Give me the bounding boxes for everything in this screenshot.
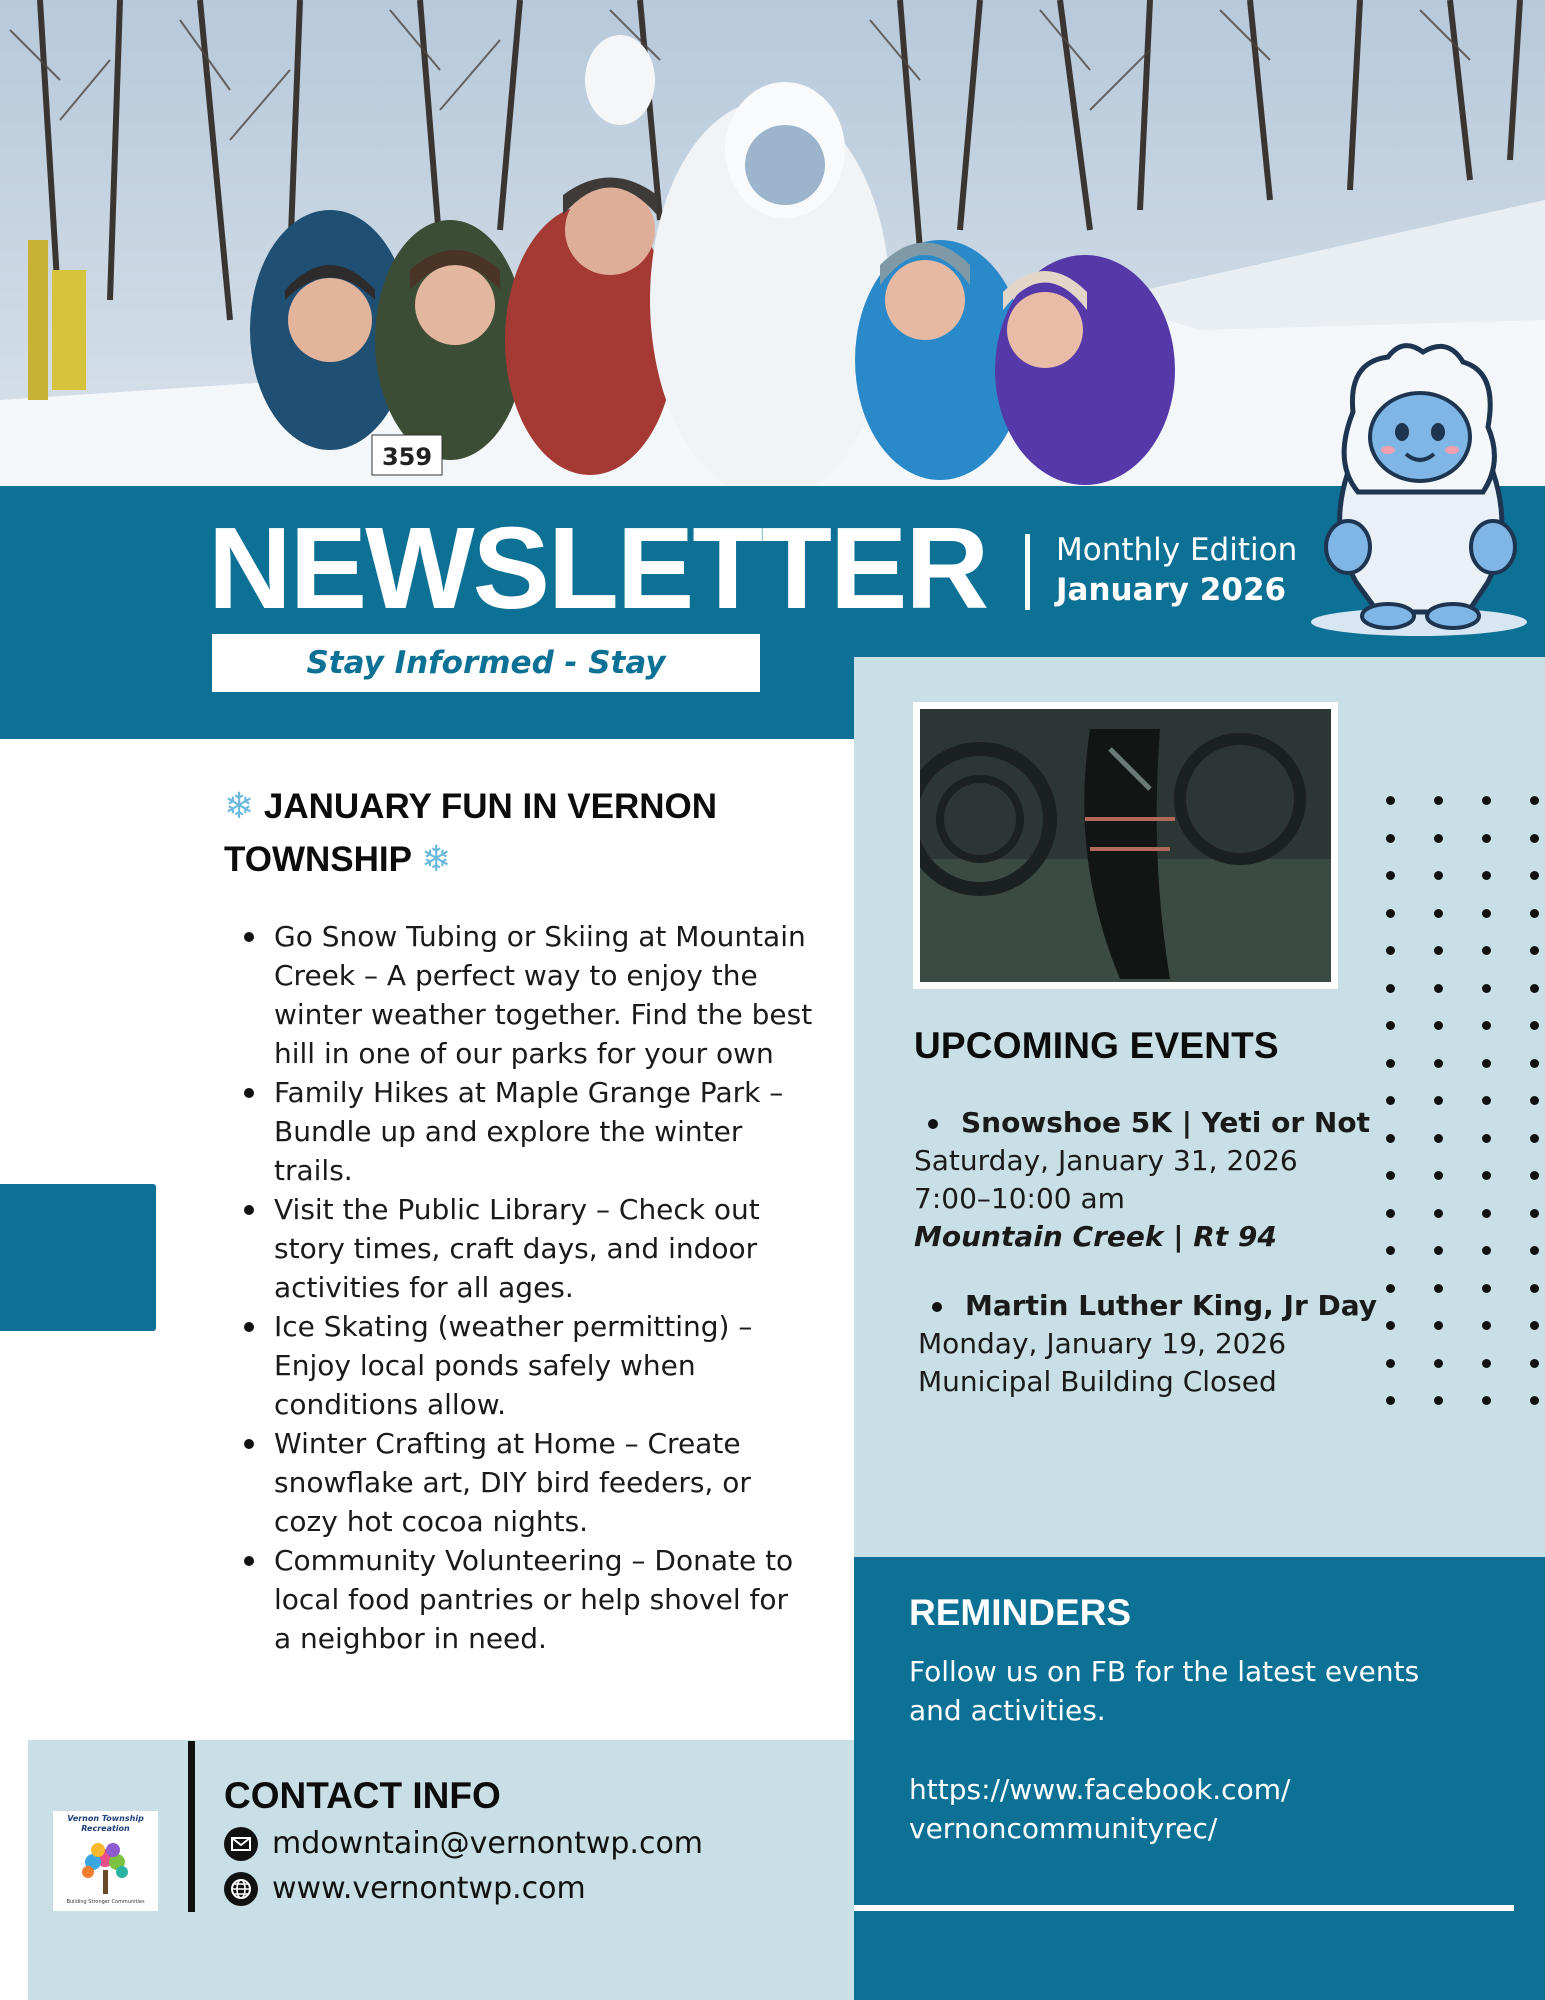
reminders-panel [854, 1557, 1545, 2000]
edition-label: Monthly Edition [1056, 532, 1298, 568]
contact-heading: CONTACT INFO [224, 1775, 501, 1816]
decorative-dot [1530, 1059, 1539, 1068]
decorative-dot [1482, 1059, 1491, 1068]
contact-email-row[interactable] [224, 1826, 703, 1861]
edition-date: January 2026 [1056, 572, 1287, 608]
decorative-dot [1482, 834, 1491, 843]
decorative-dot [1434, 834, 1443, 843]
decorative-dot [1482, 1359, 1491, 1368]
list-item: Visit the Public Library – Check out story times, craft days, and indoor activities for all ages. [274, 1190, 814, 1307]
decorative-dot [1482, 1284, 1491, 1293]
decorative-dot [1482, 909, 1491, 918]
decorative-dot [1434, 1209, 1443, 1218]
decorative-dot [1434, 946, 1443, 955]
decorative-dot [1530, 984, 1539, 993]
decorative-dot [1530, 796, 1539, 805]
event-date: Saturday, January 31, 2026 [914, 1144, 1298, 1177]
globe-icon [224, 1872, 258, 1906]
newsletter-title: NEWSLETTER [208, 503, 988, 633]
contact-email[interactable]: mdowntain@vernontwp.com [272, 1826, 704, 1861]
decorative-dot [1482, 1134, 1491, 1143]
decorative-dot [1530, 834, 1539, 843]
decorative-dot [1482, 871, 1491, 880]
decorative-dot [1386, 1396, 1395, 1405]
decorative-dot [1434, 1396, 1443, 1405]
decorative-dot [1530, 1359, 1539, 1368]
decorative-dot [1434, 1171, 1443, 1180]
logo-title: Vernon Township Recreation [67, 1814, 144, 1833]
decorative-dot [1434, 909, 1443, 918]
list-item: Community Volunteering – Donate to local food pantries or help shovel for a neighbor in need. [274, 1541, 814, 1658]
snowflake-icon: ❄ [224, 786, 255, 827]
decorative-dot [1482, 1396, 1491, 1405]
left-accent-block [0, 1184, 156, 1331]
decorative-dot [1434, 871, 1443, 880]
decorative-dot [1434, 984, 1443, 993]
decorative-dot [1386, 1284, 1395, 1293]
decorative-dot [1482, 1209, 1491, 1218]
decorative-dot [1434, 1021, 1443, 1030]
decorative-dot [1386, 1246, 1395, 1255]
decorative-dot [1386, 946, 1395, 955]
decorative-dot [1530, 1171, 1539, 1180]
decorative-dot [1530, 871, 1539, 880]
vernon-recreation-logo [53, 1811, 158, 1911]
facebook-link-line1: https://www.facebook.com/ [909, 1773, 1291, 1806]
decorative-dot [1482, 946, 1491, 955]
decorative-dot [1530, 1321, 1539, 1330]
contact-website[interactable]: www.vernontwp.com [272, 1871, 586, 1906]
list-item: Go Snow Tubing or Skiing at Mountain Creek – A perfect way to enjoy the winter weather together. Find the best hill in one of our parks for your own [274, 917, 814, 1073]
event-location: Mountain Creek | Rt 94 [914, 1220, 1277, 1253]
decorative-dot [1482, 1021, 1491, 1030]
decorative-dot [1530, 1246, 1539, 1255]
decorative-dot [1530, 946, 1539, 955]
logo-tagline: Building Stronger Communities [66, 1899, 145, 1905]
decorative-dot [1482, 796, 1491, 805]
decorative-dot [1386, 1359, 1395, 1368]
decorative-dot [1386, 1096, 1395, 1105]
decorative-dot [1386, 1171, 1395, 1180]
decorative-dot [1530, 1021, 1539, 1030]
event-name: Snowshoe 5K | Yeti or Not [914, 1104, 1370, 1142]
list-item: Family Hikes at Maple Grange Park – Bundle up and explore the winter trails. [274, 1073, 814, 1190]
reminders-divider [854, 1905, 1514, 1911]
decorative-dot [1482, 984, 1491, 993]
fun-activity-list [274, 917, 814, 1658]
decorative-dot [1530, 1396, 1539, 1405]
reminders-heading: REMINDERS [909, 1592, 1132, 1633]
decorative-dot [1434, 796, 1443, 805]
fun-heading [224, 780, 824, 886]
snowshoe-photo [913, 702, 1338, 989]
facebook-link[interactable] [909, 1770, 1429, 1848]
yeti-mascot-icon [1308, 332, 1530, 636]
decorative-dot [1386, 1321, 1395, 1330]
decorative-dot-grid [1386, 796, 1536, 1416]
title-divider [1025, 534, 1030, 610]
upcoming-events-heading: UPCOMING EVENTS [914, 1025, 1279, 1066]
list-item: Winter Crafting at Home – Create snowflake art, DIY bird feeders, or cozy hot cocoa nights. [274, 1424, 814, 1541]
contact-divider [188, 1741, 195, 1912]
decorative-dot [1386, 909, 1395, 918]
envelope-icon [224, 1827, 258, 1861]
decorative-dot [1434, 1096, 1443, 1105]
facebook-link-line2: vernoncommunityrec/ [909, 1812, 1218, 1845]
decorative-dot [1530, 1209, 1539, 1218]
decorative-dot [1386, 796, 1395, 805]
decorative-dot [1434, 1321, 1443, 1330]
decorative-dot [1386, 984, 1395, 993]
decorative-dot [1386, 1134, 1395, 1143]
decorative-dot [1530, 1134, 1539, 1143]
decorative-dot [1434, 1284, 1443, 1293]
decorative-dot [1386, 834, 1395, 843]
decorative-dot [1386, 1059, 1395, 1068]
event-note: Municipal Building Closed [918, 1365, 1277, 1398]
snowflake-icon: ❄ [421, 839, 452, 880]
decorative-dot [1386, 1209, 1395, 1218]
tagline: Stay Informed - Stay Connected [212, 634, 760, 692]
decorative-dot [1482, 1321, 1491, 1330]
edition-block [1056, 530, 1297, 610]
event-item [914, 1104, 1370, 1256]
event-name: Martin Luther King, Jr Day [918, 1287, 1377, 1325]
decorative-dot [1482, 1246, 1491, 1255]
decorative-dot [1434, 1359, 1443, 1368]
decorative-dot [1386, 1021, 1395, 1030]
tree-logo-icon [78, 1836, 133, 1896]
fun-heading-text: JANUARY FUN IN VERNON TOWNSHIP [224, 787, 718, 879]
contact-website-row[interactable] [224, 1871, 586, 1906]
reminders-text: Follow us on FB for the latest events and activities. [909, 1655, 1420, 1727]
decorative-dot [1482, 1171, 1491, 1180]
decorative-dot [1386, 871, 1395, 880]
list-item: Ice Skating (weather permitting) – Enjoy local ponds safely when conditions allow. [274, 1307, 814, 1424]
event-date: Monday, January 19, 2026 [918, 1327, 1287, 1360]
event-item [918, 1287, 1377, 1401]
decorative-dot [1530, 1096, 1539, 1105]
decorative-dot [1434, 1059, 1443, 1068]
decorative-dot [1530, 909, 1539, 918]
decorative-dot [1434, 1246, 1443, 1255]
decorative-dot [1530, 1284, 1539, 1293]
decorative-dot [1482, 1096, 1491, 1105]
race-bib-number: 359 [381, 443, 433, 471]
event-time: 7:00–10:00 am [914, 1182, 1125, 1215]
decorative-dot [1434, 1134, 1443, 1143]
